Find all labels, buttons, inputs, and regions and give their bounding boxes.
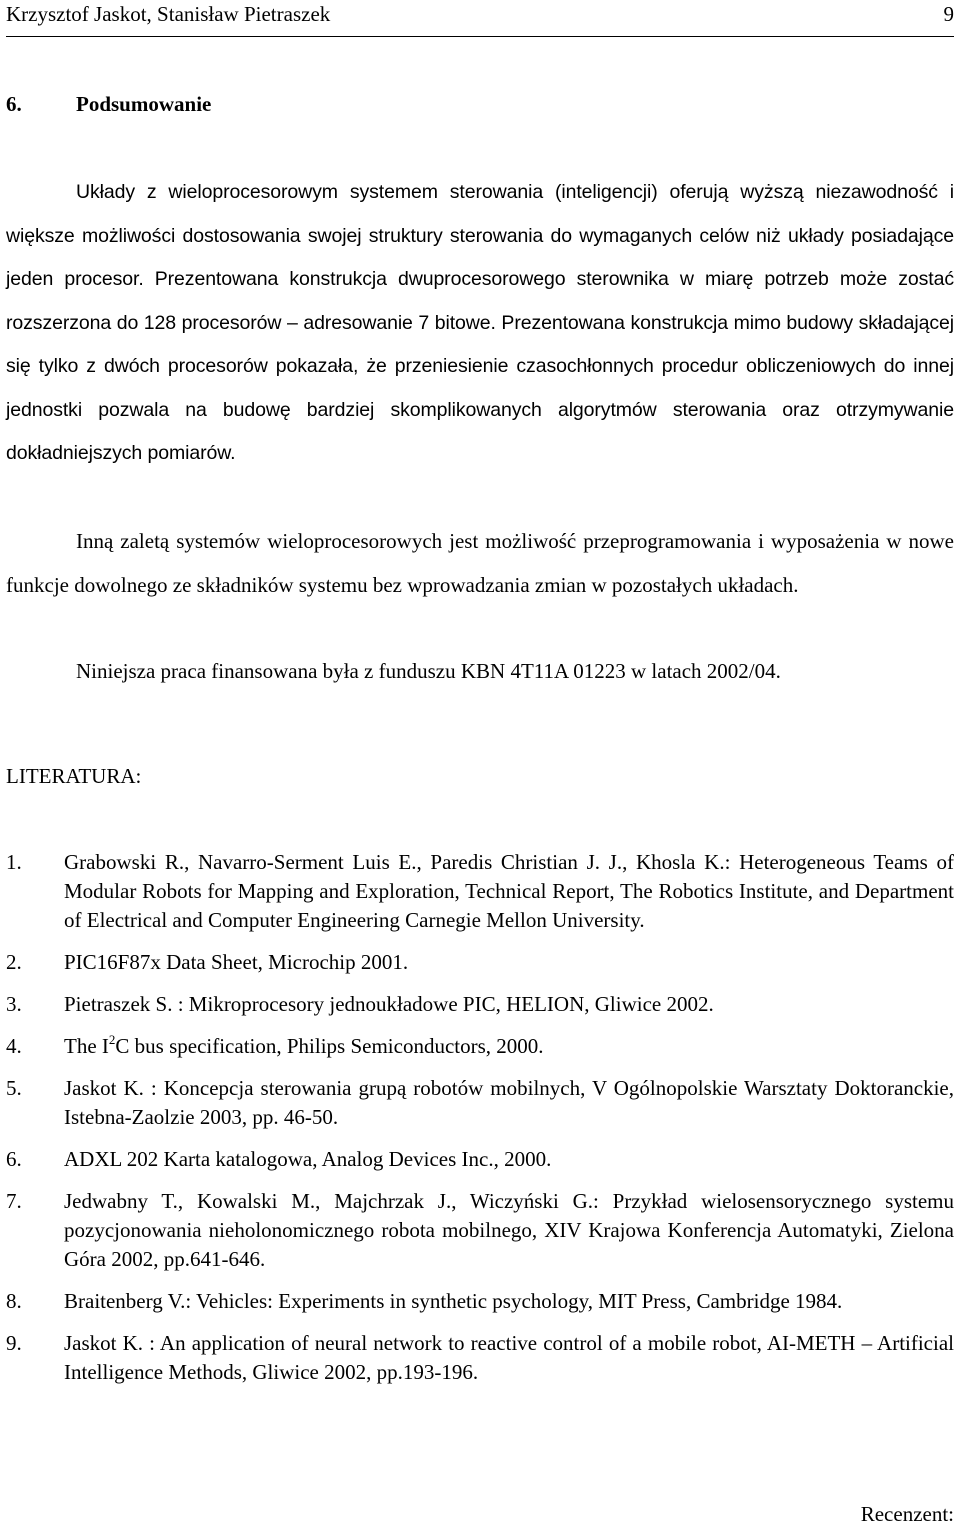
reference-item-3 — [6, 990, 954, 1019]
reference-item-6 — [6, 1145, 954, 1174]
paragraph-summary-1-part-1: Układy z wieloprocesorowym systemem sterowania (inteligencji) oferują wyższą niezawodność i większe możliwości dostosowania swojej struktury sterowania do wymaganych celów niż układy posiadające jeden procesor. Prezentowana konstrukcja dwuprocesorowego sterownika w miarę potrzeb może zostać rozszerzona do 128 procesorów – adresowanie 7 bitowe. — [6, 181, 954, 334]
reference-text: ADXL 202 Karta katalogowa, Analog Devices Inc., 2000. — [64, 1147, 552, 1171]
reference-number: 9. — [6, 1331, 22, 1355]
paragraph-summary-1-part-2: Prezentowana konstrukcja mimo budowy składającej się tylko z dwóch procesorów pokazała, że przeniesienie czasochłonnych procedur obliczeniowych do innej jednostki pozwala na budowę bardziej skomplikowanych algorytmów sterowania oraz otrzymywanie dokładniejszych pomiarów. — [6, 311, 954, 464]
reference-item-5 — [6, 1074, 954, 1132]
reference-text: Jedwabny T., Kowalski M., Majchrzak J., Wiczyński G.: Przykład wielosensorycznego systemu pozycjonowania nieholonomicznego robota mobilnego, XIV Krajowa Konferencja Automatyki, Zielona Góra 2002, pp.641-646. — [64, 1189, 954, 1271]
literature-heading: LITERATURA: — [6, 764, 142, 788]
reference-number: 2. — [6, 950, 22, 974]
reference-text-after: C bus specification, Philips Semiconductors, 2000. — [115, 1034, 544, 1058]
page-header — [6, 0, 954, 37]
paragraph-summary-2: Inną zaletą systemów wieloprocesorowych jest możliwość przeprogramowania i wyposażenia w nowe funkcje dowolnego ze składników systemu bez wprowadzania zmian w pozostałych układach. — [6, 529, 954, 597]
reference-text: PIC16F87x Data Sheet, Microchip 2001. — [64, 950, 409, 974]
reference-item-7 — [6, 1187, 954, 1274]
reference-item-1 — [6, 848, 954, 935]
reference-item-4 — [6, 1032, 954, 1061]
reference-text: Pietraszek S. : Mikroprocesory jednoukładowe PIC, HELION, Gliwice 2002. — [64, 992, 714, 1016]
section-heading — [6, 90, 211, 118]
reference-text-before: The I — [64, 1034, 109, 1058]
paragraph-summary-1 — [6, 171, 954, 476]
reference-text: Braitenberg V.: Vehicles: Experiments in synthetic psychology, MIT Press, Cambridge 1984. — [64, 1289, 843, 1313]
reviewer-label: Recenzent: — [860, 1502, 954, 1526]
reference-item-8 — [6, 1287, 954, 1316]
paragraph-funding: Niniejsza praca finansowana była z funduszu KBN 4T11A 01223 w latach 2002/04. — [76, 659, 781, 683]
reference-text: Jaskot K. : Koncepcja sterowania grupą robotów mobilnych, V Ogólnopolskie Warsztaty Doktoranckie, Istebna-Zaolzie 2003, pp. 46-50. — [64, 1076, 954, 1129]
reference-number: 6. — [6, 1147, 22, 1171]
reference-item-9 — [6, 1329, 954, 1387]
reference-text: Jaskot K. : An application of neural network to reactive control of a mobile robot, AI-METH – Artificial Intelligence Methods, Gliwice 2002, pp.193-196. — [64, 1331, 954, 1384]
reference-item-2 — [6, 948, 954, 977]
section-number: 6. — [6, 92, 22, 116]
reference-number: 3. — [6, 992, 22, 1016]
reference-number: 8. — [6, 1289, 22, 1313]
reference-number: 7. — [6, 1189, 22, 1213]
reference-list — [6, 848, 954, 1400]
page-number: 9 — [943, 2, 954, 26]
reference-number: 1. — [6, 850, 22, 874]
section-title: Podsumowanie — [76, 92, 212, 116]
reference-superscript: 2 — [108, 1032, 116, 1047]
reference-text: Grabowski R., Navarro-Serment Luis E., Paredis Christian J. J., Khosla K.: Heterogeneous Teams of Modular Robots for Mapping and Exploration, Technical Report, The Robotics Institute, and Department of Electrical and Computer Engineering Carnegie Mellon University. — [64, 850, 954, 932]
reference-number: 4. — [6, 1034, 22, 1058]
header-authors: Krzysztof Jaskot, Stanisław Pietraszek — [6, 2, 331, 26]
reference-number: 5. — [6, 1076, 22, 1100]
